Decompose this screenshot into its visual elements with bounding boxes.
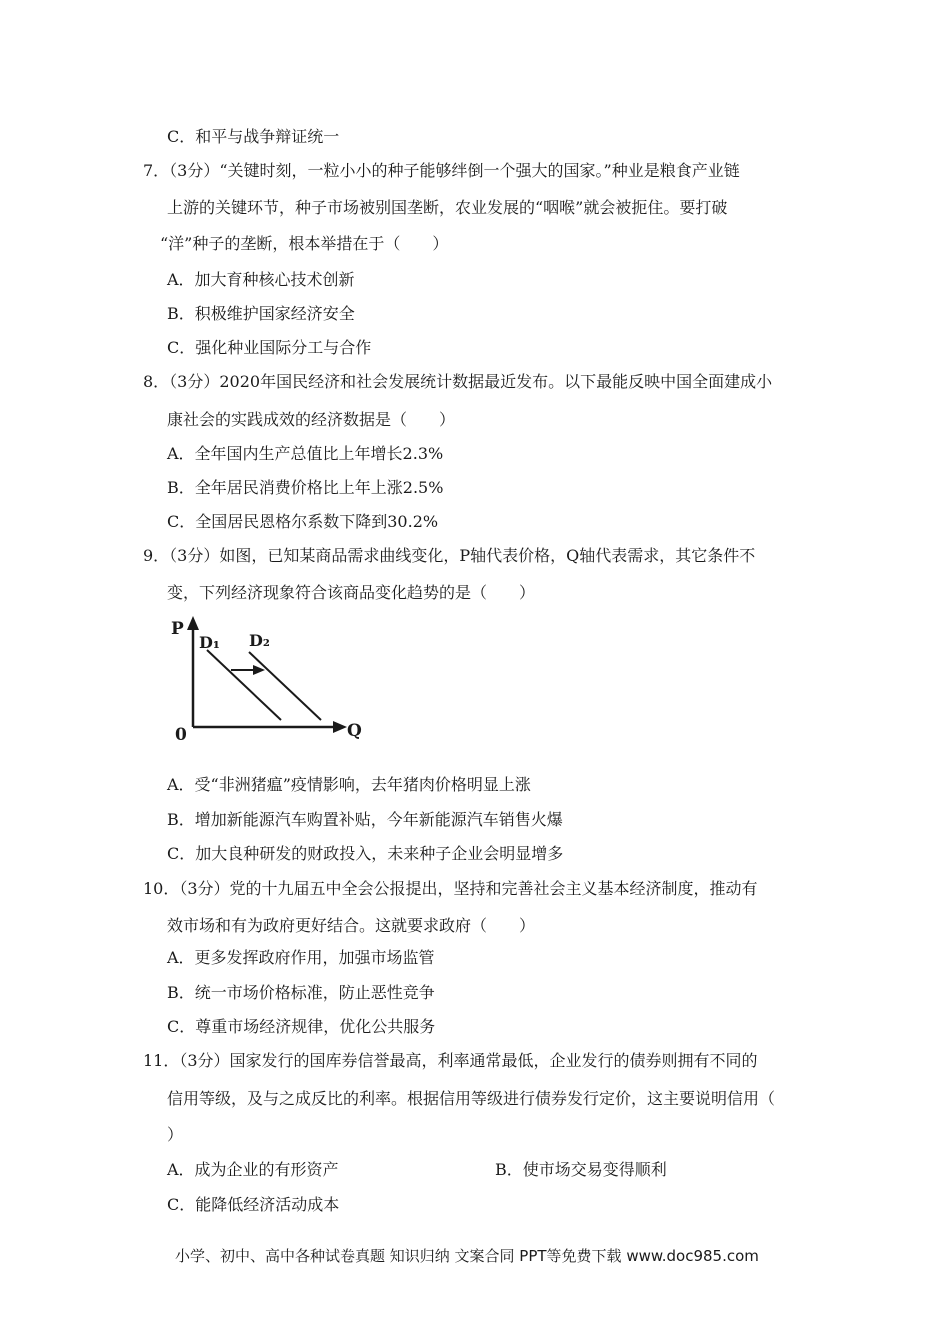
q8-option-b: B．全年居民消费价格比上年上涨2.5% [167,478,444,497]
q11-option-a: A．成为企业的有形资产 [167,1160,339,1179]
q11-option-b: B．使市场交易变得顺利 [495,1160,667,1179]
origin-label: 0 [175,725,187,745]
q9-stem-line1: 9．（3分）如图，已知某商品需求曲线变化，P轴代表价格，Q轴代表需求，其它条件不 [143,546,756,565]
q9-option-b: B．增加新能源汽车购置补贴，今年新能源汽车销售火爆 [167,810,563,829]
q7-option-b: B．积极维护国家经济安全 [167,304,355,323]
q7-option-c: C．强化种业国际分工与合作 [167,338,372,357]
q7-stem-line2: 上游的关键环节，种子市场被别国垄断，农业发展的“咽喉”就会被扼住。要打破 [167,198,728,217]
q7-stem-line1: 7．（3分）“关键时刻，一粒小小的种子能够绊倒一个强大的国家。”种业是粮食产业链 [143,161,740,180]
q8-stem-line1: 8．（3分）2020年国民经济和社会发展统计数据最近发布。以下最能反映中国全面建成小 [143,372,773,391]
q10-option-b: B．统一市场价格标准，防止恶性竞争 [167,983,435,1002]
q10-stem-line2: 效市场和有为政府更好结合。这就要求政府（ ） [167,916,536,935]
q7-stem-line3: “洋”种子的垄断，根本举措在于（ ） [160,234,449,253]
q9-option-a: A．受“非洲猪瘟”疫情影响，去年猪肉价格明显上涨 [167,775,531,794]
d1-curve [207,650,281,720]
d2-curve [249,652,321,720]
q11-stem-line2: 信用等级，及与之成反比的利率。根据信用等级进行债券发行定价，这主要说明信用（ [167,1089,776,1108]
q11-stem-line1: 11．（3分）国家发行的国库券信誉最高，利率通常最低，企业发行的债券则拥有不同的 [143,1051,758,1070]
q11-option-c: C．能降低经济活动成本 [167,1195,340,1214]
q8-option-c: C．全国居民恩格尔系数下降到30.2% [167,512,439,531]
q7-option-a: A．加大育种核心技术创新 [167,270,355,289]
q8-stem-line2: 康社会的实践成效的经济数据是（ ） [167,410,456,429]
q6-option-c: C．和平与战争辩证统一 [167,127,340,146]
q10-stem-line1: 10．（3分）党的十九届五中全会公报提出，坚持和完善社会主义基本经济制度，推动有 [143,879,758,898]
q9-stem-line2: 变，下列经济现象符合该商品变化趋势的是（ ） [167,583,536,602]
q10-option-c: C．尊重市场经济规律，优化公共服务 [167,1017,436,1036]
q10-option-a: A．更多发挥政府作用，加强市场监管 [167,948,435,967]
demand-curve-graph [165,612,375,747]
page-footer: 小学、初中、高中各种试卷真题 知识归纳 文案合同 PPT等免费下载 www.doc985.com [175,1247,759,1265]
q-axis-label: Q [347,721,362,741]
q11-stem-line3: ） [167,1125,184,1144]
d2-label: D₂ [249,631,270,650]
q8-option-a: A．全年国内生产总值比上年增长2.3% [167,444,444,463]
q9-option-c: C．加大良种研发的财政投入，未来种子企业会明显增多 [167,844,564,863]
p-axis-label: P [171,619,184,639]
d1-label: D₁ [199,633,220,652]
